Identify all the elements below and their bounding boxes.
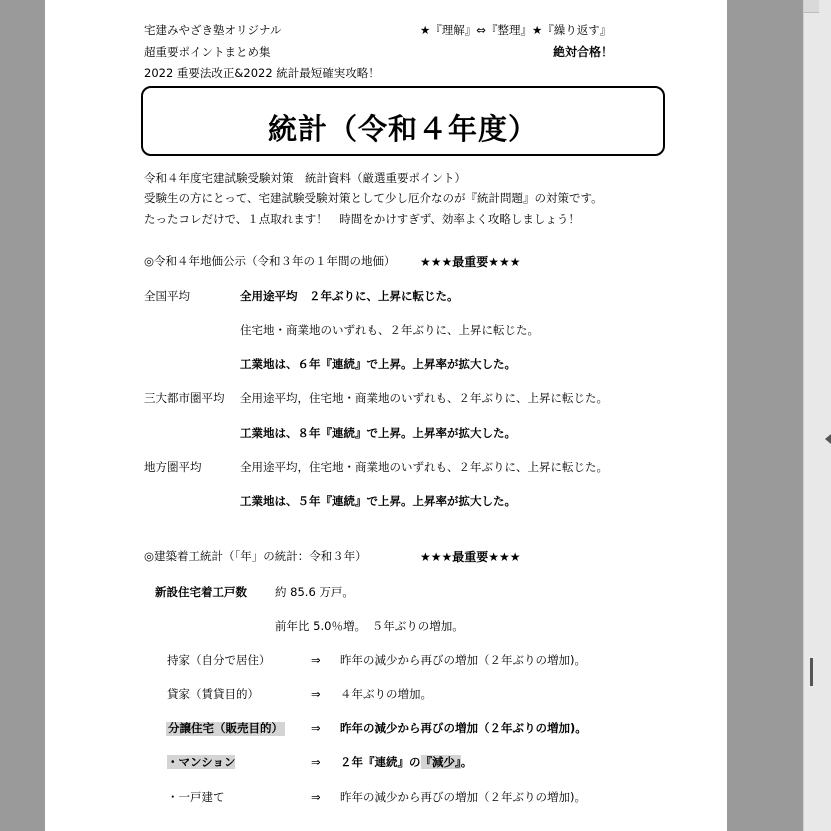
intro-line-1: 令和４年度宅建試験受験対策 統計資料（厳選重要ポイント） bbox=[144, 171, 466, 185]
header-school-name: 宅建みやざき塾オリジナル bbox=[144, 23, 282, 37]
national-average-line-3: 工業地は、６年『連続』で上昇。上昇率が拡大した。 bbox=[240, 357, 516, 371]
national-average-line-1: 全用途平均 ２年ぶりに、上昇に転じた。 bbox=[240, 289, 459, 303]
regional-average-label: 地方圏平均 bbox=[144, 460, 202, 474]
owner-occupied-arrow: ⇒ bbox=[311, 653, 321, 667]
new-housing-starts-change: 前年比 5.0％増。 ５年ぶりの増加。 bbox=[275, 619, 464, 633]
detached-house-arrow: ⇒ bbox=[311, 790, 321, 804]
header-motto: ★『理解』⇔『整理』★『繰り返す』 bbox=[420, 23, 612, 37]
condominium-arrow: ⇒ bbox=[311, 755, 321, 769]
construction-heading: ◎建築着工統計（「年」の統計：令和３年） bbox=[144, 549, 367, 563]
rental-arrow: ⇒ bbox=[311, 687, 321, 701]
document-page bbox=[45, 0, 727, 831]
vertical-scrollbar[interactable] bbox=[803, 0, 831, 831]
metro-average-line-2: 工業地は、８年『連続』で上昇。上昇率が拡大した。 bbox=[240, 426, 516, 440]
rental-label: 貸家（賃貸目的） bbox=[167, 687, 259, 701]
title-box bbox=[141, 86, 665, 156]
owner-occupied-label: 持家（自分で居住） bbox=[167, 653, 271, 667]
header-subtitle: 超重要ポイントまとめ集 bbox=[144, 45, 271, 59]
land-price-heading: ◎令和４年地価公示（令和３年の１年間の地価） bbox=[144, 254, 396, 268]
regional-average-line-2: 工業地は、５年『連続』で上昇。上昇率が拡大した。 bbox=[240, 494, 516, 508]
land-price-importance: ★★★最重要★★★ bbox=[420, 255, 521, 269]
for-sale-housing-label: 分譲住宅（販売目的） bbox=[168, 721, 283, 735]
collapse-arrow-icon[interactable] bbox=[825, 434, 831, 444]
condominium-label-wrap bbox=[167, 757, 235, 769]
condominium-text-c: 。 bbox=[460, 755, 473, 769]
detached-house-text: 昨年の減少から再びの増加（２年ぶりの増加)。 bbox=[340, 790, 586, 804]
intro-line-3: たったコレだけで、１点取れます！ 時間をかけすぎず、効率よく攻略しましょう！ bbox=[144, 212, 580, 226]
metro-average-label: 三大都市圏平均 bbox=[144, 391, 225, 405]
new-housing-starts-value: 約 85.6 万戸。 bbox=[275, 585, 354, 599]
condominium-text-a: ２年『連続』の bbox=[340, 755, 421, 769]
owner-occupied-text: 昨年の減少から再びの増加（２年ぶりの増加)。 bbox=[340, 653, 586, 667]
condominium-decrease: 『減少』 bbox=[420, 755, 461, 769]
national-average-line-2: 住宅地・商業地のいずれも、２年ぶりに、上昇に転じた。 bbox=[240, 323, 539, 337]
for-sale-housing-arrow: ⇒ bbox=[311, 721, 321, 735]
new-housing-starts-label: 新設住宅着工戸数 bbox=[155, 585, 247, 599]
rental-text: ４年ぶりの増加。 bbox=[340, 687, 432, 701]
detached-house-label: ・一戸建て bbox=[167, 790, 225, 804]
condominium-label: ・マンション bbox=[167, 755, 236, 769]
regional-average-line-1: 全用途平均，住宅地・商業地のいずれも、２年ぶりに、上昇に転じた。 bbox=[240, 460, 608, 474]
metro-average-line-1: 全用途平均，住宅地・商業地のいずれも、２年ぶりに、上昇に転じた。 bbox=[240, 391, 608, 405]
page-title: 統計（令和４年度） bbox=[267, 112, 538, 146]
condominium-text bbox=[340, 757, 472, 769]
scrollbar-thumb[interactable] bbox=[810, 658, 813, 686]
header-tagline: 2022 重要法改正&2022 統計最短確実攻略！ bbox=[144, 66, 380, 80]
for-sale-housing-text: 昨年の減少から再びの増加（２年ぶりの増加)。 bbox=[340, 721, 587, 735]
construction-importance: ★★★最重要★★★ bbox=[420, 550, 521, 564]
header-pass-slogan: 絶対合格！ bbox=[553, 45, 614, 59]
scrollbar-top-button[interactable] bbox=[804, 0, 819, 13]
national-average-label: 全国平均 bbox=[144, 289, 190, 303]
intro-line-2: 受験生の方にとって、宅建試験受験対策として少し厄介なのが『統計問題』の対策です。 bbox=[144, 191, 603, 205]
